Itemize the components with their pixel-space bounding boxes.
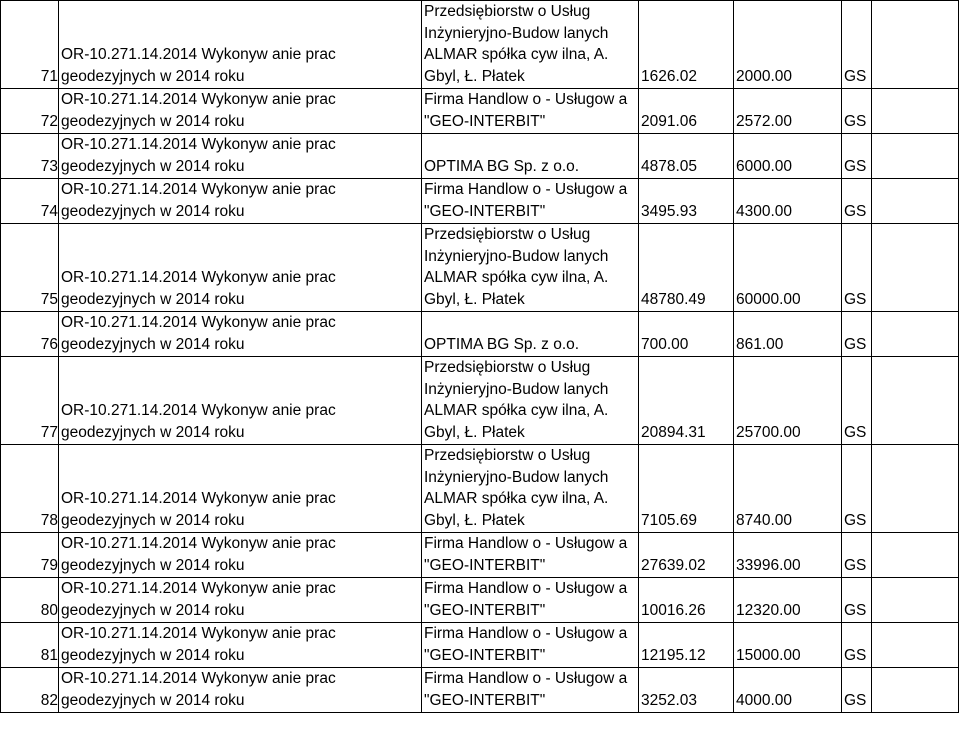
contract-description-line: geodezyjnych w 2014 roku: [61, 511, 245, 529]
contract-description: [59, 533, 422, 578]
contract-description-line: OR-10.271.14.2014 Wykonyw anie prac: [61, 314, 336, 331]
row-number: 79: [1, 533, 59, 578]
contract-description-line: geodezyjnych w 2014 roku: [61, 335, 245, 353]
row-number: 72: [1, 89, 59, 134]
row-number: 81: [1, 623, 59, 668]
currency-code: GS: [842, 668, 872, 713]
table-row: [1, 224, 959, 312]
contractor-name: [422, 312, 639, 357]
contractor-name-line: "GEO-INTERBIT": [424, 646, 546, 664]
empty-cell: [872, 224, 959, 312]
contractor-name: [422, 533, 639, 578]
contract-description: [59, 179, 422, 224]
contract-description-line: geodezyjnych w 2014 roku: [61, 646, 245, 664]
contractor-name: [422, 224, 639, 312]
currency-code: GS: [842, 134, 872, 179]
contract-description: [59, 1, 422, 89]
table-row: [1, 89, 959, 134]
contract-description-line: OR-10.271.14.2014 Wykonyw anie prac: [61, 580, 336, 597]
contractor-name-line: "GEO-INTERBIT": [424, 691, 546, 709]
contractor-name-line: Gbyl, Ł. Płatek: [424, 67, 525, 85]
currency-code: GS: [842, 89, 872, 134]
contractor-name-line: ALMAR spółka cyw ilna, A.: [424, 490, 609, 507]
contract-description: [59, 357, 422, 445]
contract-description: [59, 668, 422, 713]
contract-description-line: geodezyjnych w 2014 roku: [61, 691, 245, 709]
contract-description-line: OR-10.271.14.2014 Wykonyw anie prac: [61, 535, 336, 552]
currency-code: GS: [842, 179, 872, 224]
contract-description: [59, 89, 422, 134]
gross-amount: 33996.00: [734, 533, 842, 578]
table-row: [1, 134, 959, 179]
empty-cell: [872, 179, 959, 224]
contract-description: [59, 578, 422, 623]
empty-cell: [872, 89, 959, 134]
net-amount: 12195.12: [639, 623, 734, 668]
contract-description-line: OR-10.271.14.2014 Wykonyw anie prac: [61, 670, 336, 687]
currency-code: GS: [842, 623, 872, 668]
currency-code: GS: [842, 312, 872, 357]
gross-amount: 4000.00: [734, 668, 842, 713]
row-number: 82: [1, 668, 59, 713]
currency-code: GS: [842, 357, 872, 445]
contract-description-line: OR-10.271.14.2014 Wykonyw anie prac: [61, 269, 336, 286]
contract-description: [59, 134, 422, 179]
row-number: 75: [1, 224, 59, 312]
contractor-name-line: ALMAR spółka cyw ilna, A.: [424, 402, 609, 419]
net-amount: 3252.03: [639, 668, 734, 713]
contract-description: [59, 445, 422, 533]
contract-description-line: geodezyjnych w 2014 roku: [61, 202, 245, 220]
contract-description-line: geodezyjnych w 2014 roku: [61, 67, 245, 85]
row-number: 76: [1, 312, 59, 357]
net-amount: 48780.49: [639, 224, 734, 312]
contractor-name-line: Firma Handlow o - Usługow a: [424, 625, 628, 642]
contract-description-line: geodezyjnych w 2014 roku: [61, 157, 245, 175]
table-row: [1, 578, 959, 623]
contractor-name: [422, 668, 639, 713]
gross-amount: 8740.00: [734, 445, 842, 533]
contractor-name: [422, 179, 639, 224]
row-number: 78: [1, 445, 59, 533]
contractor-name-line: Inżynieryjno-Budow lanych: [424, 24, 609, 42]
net-amount: 2091.06: [639, 89, 734, 134]
table-row: [1, 357, 959, 445]
empty-cell: [872, 357, 959, 445]
contract-description-line: OR-10.271.14.2014 Wykonyw anie prac: [61, 181, 336, 198]
net-amount: 7105.69: [639, 445, 734, 533]
contractor-name-line: Inżynieryjno-Budow lanych: [424, 247, 609, 265]
row-number: 74: [1, 179, 59, 224]
contract-description: [59, 623, 422, 668]
contractor-name-line: "GEO-INTERBIT": [424, 601, 546, 619]
empty-cell: [872, 578, 959, 623]
net-amount: 10016.26: [639, 578, 734, 623]
currency-code: GS: [842, 224, 872, 312]
net-amount: 700.00: [639, 312, 734, 357]
row-number: 80: [1, 578, 59, 623]
contractor-name: [422, 89, 639, 134]
contractor-name-line: Firma Handlow o - Usługow a: [424, 181, 628, 198]
empty-cell: [872, 533, 959, 578]
contractor-name-line: OPTIMA BG Sp. z o.o.: [424, 335, 580, 353]
row-number: 77: [1, 357, 59, 445]
currency-code: GS: [842, 1, 872, 89]
contractor-name: [422, 623, 639, 668]
net-amount: 20894.31: [639, 357, 734, 445]
net-amount: 27639.02: [639, 533, 734, 578]
contract-description-line: geodezyjnych w 2014 roku: [61, 601, 245, 619]
contract-description-line: OR-10.271.14.2014 Wykonyw anie prac: [61, 136, 336, 153]
contract-description-line: OR-10.271.14.2014 Wykonyw anie prac: [61, 46, 336, 63]
contract-description-line: geodezyjnych w 2014 roku: [61, 290, 245, 308]
contractor-name-line: Gbyl, Ł. Płatek: [424, 423, 525, 441]
table-row: [1, 312, 959, 357]
empty-cell: [872, 312, 959, 357]
contractor-name: [422, 1, 639, 89]
contractor-name: [422, 357, 639, 445]
contractor-name-line: Inżynieryjno-Budow lanych: [424, 380, 609, 398]
empty-cell: [872, 1, 959, 89]
contractor-name-line: Przedsiębiorstw o Usług: [424, 359, 591, 376]
empty-cell: [872, 134, 959, 179]
contractor-name-line: "GEO-INTERBIT": [424, 202, 546, 220]
contractor-name: [422, 134, 639, 179]
gross-amount: 60000.00: [734, 224, 842, 312]
contractor-name-line: Gbyl, Ł. Płatek: [424, 290, 525, 308]
contractor-name-line: OPTIMA BG Sp. z o.o.: [424, 157, 580, 175]
contractor-name-line: ALMAR spółka cyw ilna, A.: [424, 269, 609, 286]
currency-code: GS: [842, 533, 872, 578]
contract-description-line: geodezyjnych w 2014 roku: [61, 423, 245, 441]
contract-description: [59, 224, 422, 312]
table-body: [1, 1, 959, 713]
table-row: [1, 179, 959, 224]
contractor-name-line: Gbyl, Ł. Płatek: [424, 511, 525, 529]
gross-amount: 861.00: [734, 312, 842, 357]
gross-amount: 15000.00: [734, 623, 842, 668]
contract-description: [59, 312, 422, 357]
contractor-name: [422, 578, 639, 623]
table-row: [1, 668, 959, 713]
net-amount: 4878.05: [639, 134, 734, 179]
contractor-name-line: "GEO-INTERBIT": [424, 112, 546, 130]
gross-amount: 25700.00: [734, 357, 842, 445]
contractor-name: [422, 445, 639, 533]
empty-cell: [872, 668, 959, 713]
table-row: [1, 445, 959, 533]
table-row: [1, 533, 959, 578]
contract-description-line: OR-10.271.14.2014 Wykonyw anie prac: [61, 625, 336, 642]
currency-code: GS: [842, 578, 872, 623]
gross-amount: 2000.00: [734, 1, 842, 89]
gross-amount: 12320.00: [734, 578, 842, 623]
contractor-name-line: Inżynieryjno-Budow lanych: [424, 468, 609, 486]
net-amount: 3495.93: [639, 179, 734, 224]
contractor-name-line: Firma Handlow o - Usługow a: [424, 91, 628, 108]
contractor-name-line: Firma Handlow o - Usługow a: [424, 580, 628, 597]
net-amount: 1626.02: [639, 1, 734, 89]
contractor-name-line: Firma Handlow o - Usługow a: [424, 670, 628, 687]
gross-amount: 6000.00: [734, 134, 842, 179]
contract-description-line: OR-10.271.14.2014 Wykonyw anie prac: [61, 490, 336, 507]
table-row: [1, 1, 959, 89]
currency-code: GS: [842, 445, 872, 533]
contractor-name-line: Firma Handlow o - Usługow a: [424, 535, 628, 552]
empty-cell: [872, 623, 959, 668]
contract-description-line: geodezyjnych w 2014 roku: [61, 112, 245, 130]
row-number: 71: [1, 1, 59, 89]
contract-description-line: OR-10.271.14.2014 Wykonyw anie prac: [61, 91, 336, 108]
contract-description-line: OR-10.271.14.2014 Wykonyw anie prac: [61, 402, 336, 419]
contractor-name-line: "GEO-INTERBIT": [424, 556, 546, 574]
table-row: [1, 623, 959, 668]
empty-cell: [872, 445, 959, 533]
gross-amount: 4300.00: [734, 179, 842, 224]
contract-description-line: geodezyjnych w 2014 roku: [61, 556, 245, 574]
row-number: 73: [1, 134, 59, 179]
contractor-name-line: ALMAR spółka cyw ilna, A.: [424, 46, 609, 63]
contractor-name-line: Przedsiębiorstw o Usług: [424, 226, 591, 243]
contractor-name-line: Przedsiębiorstw o Usług: [424, 3, 591, 20]
gross-amount: 2572.00: [734, 89, 842, 134]
contractor-name-line: Przedsiębiorstw o Usług: [424, 447, 591, 464]
